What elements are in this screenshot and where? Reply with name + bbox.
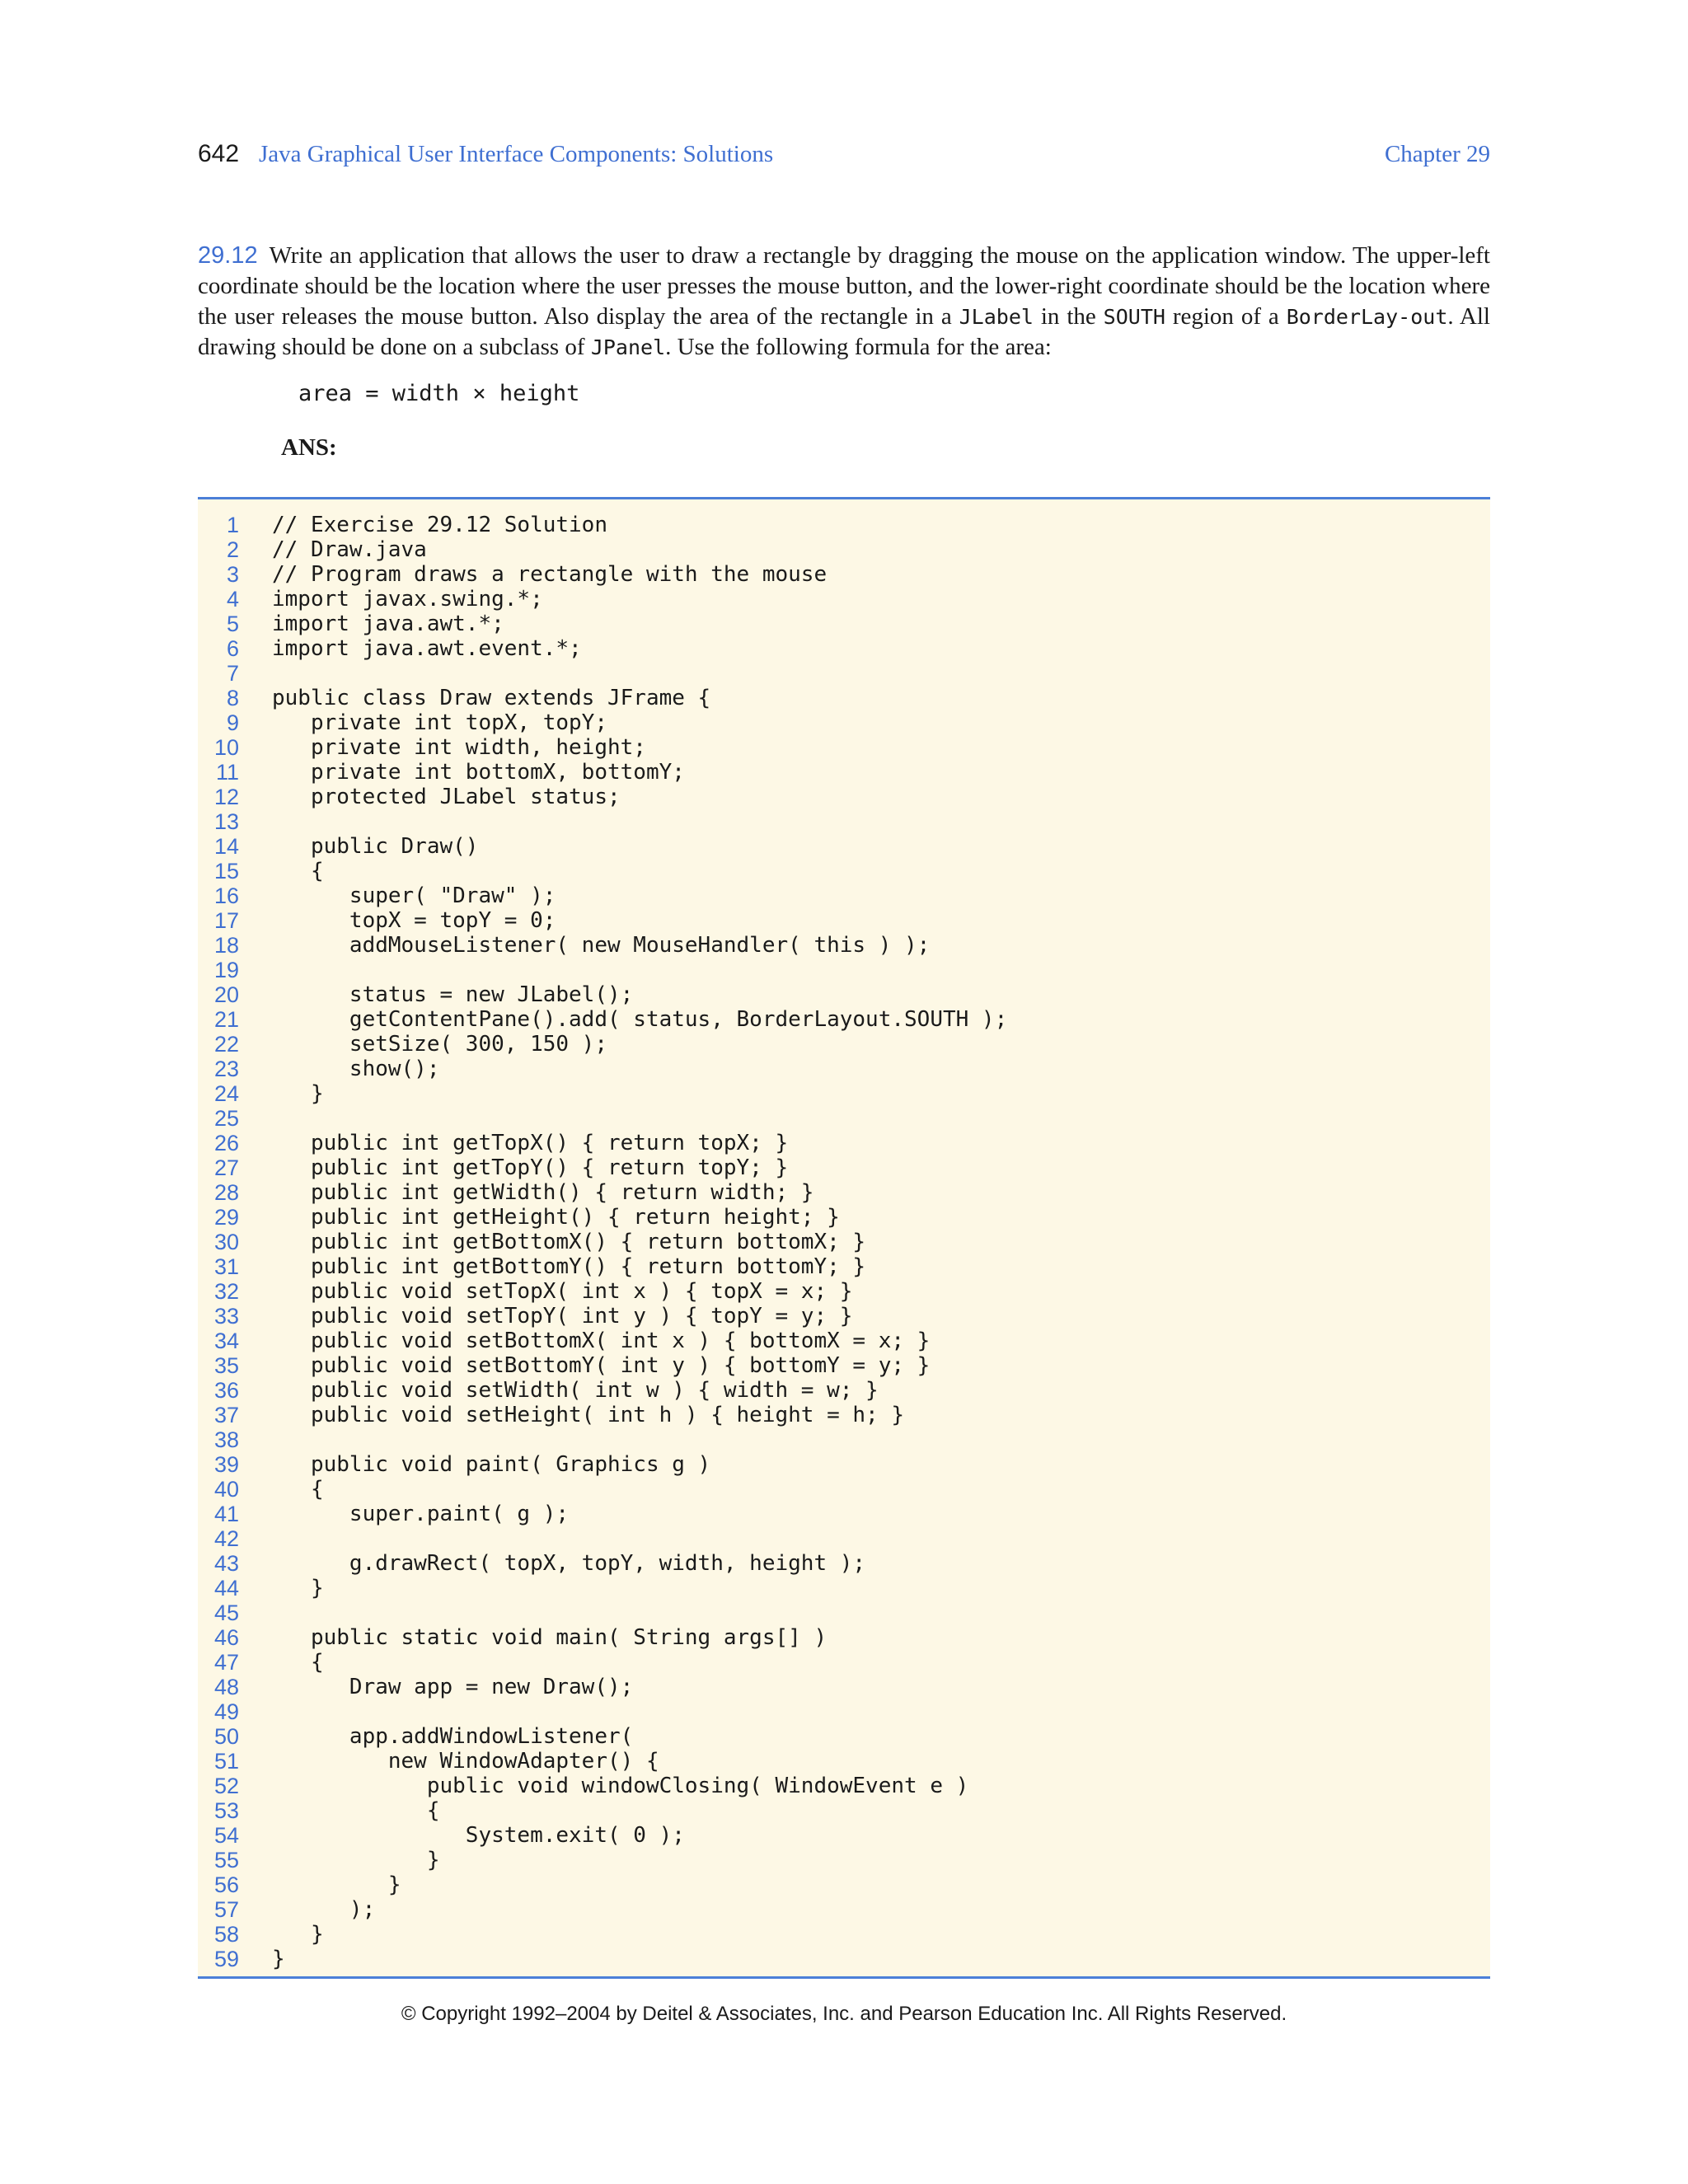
code-text: public class Draw extends JFrame {: [272, 686, 711, 710]
code-line: [198, 735, 1490, 760]
code-line: [198, 958, 1490, 982]
line-number: 58: [213, 1922, 239, 1947]
exercise-statement: [198, 241, 1490, 363]
line-number: 27: [213, 1155, 239, 1180]
line-number: 53: [213, 1798, 239, 1823]
code-line: [198, 587, 1490, 612]
exercise-text-5: . Use the following formula for the area:: [665, 334, 1052, 360]
code-line: [198, 537, 1490, 562]
line-number: 16: [213, 883, 239, 908]
code-line: [198, 1774, 1490, 1798]
code-line: [198, 1081, 1490, 1106]
code-line: [198, 1601, 1490, 1625]
code-line: [198, 933, 1490, 958]
code-text: public void setHeight( int h ) { height = h; }: [272, 1403, 905, 1427]
line-number: 34: [213, 1329, 239, 1353]
code-text: setSize( 300, 150 );: [272, 1032, 607, 1057]
code-line: [198, 1254, 1490, 1279]
line-number: 23: [213, 1057, 239, 1081]
line-number: 15: [213, 859, 239, 883]
code-line: [198, 1477, 1490, 1502]
code-text: public int getBottomY() { return bottomY; }: [272, 1254, 866, 1279]
line-number: 29: [213, 1205, 239, 1230]
answer-label: ANS:: [281, 434, 337, 461]
code-text: {: [272, 1477, 324, 1502]
code-line: [198, 1378, 1490, 1403]
line-number: 37: [213, 1403, 239, 1427]
code-line: [198, 785, 1490, 809]
line-number: 51: [213, 1749, 239, 1774]
exercise-text-4: . All drawing should be done on a subclass of: [198, 303, 1490, 360]
code-text: public int getWidth() { return width; }: [272, 1180, 814, 1205]
code-line: [198, 1353, 1490, 1378]
line-number: 6: [226, 636, 239, 661]
code-text: }: [272, 1947, 285, 1971]
code-text: Draw app = new Draw();: [272, 1675, 634, 1699]
code-line: [198, 1897, 1490, 1922]
line-number: 56: [213, 1872, 239, 1897]
code-line: [198, 1724, 1490, 1749]
code-line: [198, 1106, 1490, 1131]
code-lines-container: [198, 513, 1490, 1971]
exercise-code-jlabel: JLabel: [959, 305, 1034, 329]
code-text: public void setBottomY( int y ) { bottomY = y; }: [272, 1353, 931, 1378]
line-number: 59: [213, 1947, 239, 1971]
code-text: {: [272, 1650, 324, 1675]
line-number: 9: [226, 710, 239, 735]
code-line: [198, 1749, 1490, 1774]
code-line: [198, 513, 1490, 537]
code-line: [198, 834, 1490, 859]
code-line: [198, 1798, 1490, 1823]
exercise-code-borderlayout: BorderLay-out: [1286, 305, 1448, 329]
code-line: [198, 982, 1490, 1007]
page-number: 642: [198, 140, 240, 167]
chapter-label: Chapter 29: [1384, 141, 1490, 167]
code-text: public void setBottomX( int x ) { bottomX = x; }: [272, 1329, 931, 1353]
line-number: 45: [213, 1601, 239, 1625]
code-line: [198, 760, 1490, 785]
code-text: show();: [272, 1057, 440, 1081]
code-line: [198, 1057, 1490, 1081]
code-text: {: [272, 1798, 440, 1823]
line-number: 21: [213, 1007, 239, 1032]
code-text: app.addWindowListener(: [272, 1724, 634, 1749]
line-number: 8: [226, 686, 239, 710]
line-number: 13: [213, 809, 239, 834]
line-number: 20: [213, 982, 239, 1007]
code-text: protected JLabel status;: [272, 785, 621, 809]
code-text: }: [272, 1922, 324, 1947]
code-text: System.exit( 0 );: [272, 1823, 685, 1848]
code-text: import java.awt.*;: [272, 612, 504, 636]
line-number: 31: [213, 1254, 239, 1279]
line-number: 24: [213, 1081, 239, 1106]
line-number: 46: [213, 1625, 239, 1650]
line-number: 41: [213, 1502, 239, 1526]
line-number: 39: [213, 1452, 239, 1477]
code-line: [198, 1922, 1490, 1947]
code-line: [198, 612, 1490, 636]
line-number: 35: [213, 1353, 239, 1378]
code-text: getContentPane().add( status, BorderLayout.SOUTH );: [272, 1007, 1008, 1032]
code-line: [198, 636, 1490, 661]
code-line: [198, 1131, 1490, 1155]
line-number: 43: [213, 1551, 239, 1576]
code-text: );: [272, 1897, 376, 1922]
page-header: [198, 140, 1490, 176]
code-text: public void windowClosing( WindowEvent e ): [272, 1774, 969, 1798]
code-line: [198, 1403, 1490, 1427]
line-number: 55: [213, 1848, 239, 1872]
code-text: {: [272, 859, 324, 883]
code-line: [198, 562, 1490, 587]
line-number: 50: [213, 1724, 239, 1749]
line-number: 33: [213, 1304, 239, 1329]
code-line: [198, 1872, 1490, 1897]
line-number: 48: [213, 1675, 239, 1699]
code-text: new WindowAdapter() {: [272, 1749, 659, 1774]
code-text: public int getBottomX() { return bottomX; }: [272, 1230, 866, 1254]
code-text: public void setTopX( int x ) { topX = x; }: [272, 1279, 853, 1304]
code-text: public Draw(): [272, 834, 479, 859]
code-line: [198, 1329, 1490, 1353]
running-title: Java Graphical User Interface Components: Solutions: [259, 141, 774, 167]
code-line: [198, 1947, 1490, 1971]
code-line: [198, 1304, 1490, 1329]
line-number: 26: [213, 1131, 239, 1155]
line-number: 17: [213, 908, 239, 933]
code-line: [198, 1205, 1490, 1230]
code-line: [198, 1427, 1490, 1452]
code-text: // Program draws a rectangle with the mouse: [272, 562, 828, 587]
line-number: 40: [213, 1477, 239, 1502]
line-number: 1: [226, 513, 239, 537]
code-text: private int width, height;: [272, 735, 646, 760]
code-line: [198, 686, 1490, 710]
exercise-text-2: in the: [1033, 303, 1104, 330]
line-number: 10: [213, 735, 239, 760]
line-number: 47: [213, 1650, 239, 1675]
line-number: 18: [213, 933, 239, 958]
code-line: [198, 1279, 1490, 1304]
line-number: 12: [213, 785, 239, 809]
code-text: public void paint( Graphics g ): [272, 1452, 711, 1477]
code-text: private int topX, topY;: [272, 710, 607, 735]
code-line: [198, 1230, 1490, 1254]
code-line: [198, 1650, 1490, 1675]
code-text: }: [272, 1081, 324, 1106]
line-number: 57: [213, 1897, 239, 1922]
code-line: [198, 661, 1490, 686]
code-line: [198, 1848, 1490, 1872]
exercise-code-south: SOUTH: [1103, 305, 1165, 329]
code-text: public void setWidth( int w ) { width = w; }: [272, 1378, 879, 1403]
line-number: 38: [213, 1427, 239, 1452]
code-text: g.drawRect( topX, topY, width, height );: [272, 1551, 866, 1576]
line-number: 4: [226, 587, 239, 612]
line-number: 28: [213, 1180, 239, 1205]
code-line: [198, 809, 1490, 834]
line-number: 30: [213, 1230, 239, 1254]
code-line: [198, 1452, 1490, 1477]
code-text: status = new JLabel();: [272, 982, 634, 1007]
code-line: [198, 1551, 1490, 1576]
code-line: [198, 1576, 1490, 1601]
code-line: [198, 1502, 1490, 1526]
exercise-text-3: region of a: [1165, 303, 1287, 330]
line-number: 44: [213, 1576, 239, 1601]
line-number: 14: [213, 834, 239, 859]
line-number: 7: [226, 661, 239, 686]
code-text: }: [272, 1848, 440, 1872]
line-number: 5: [226, 612, 239, 636]
code-text: import javax.swing.*;: [272, 587, 543, 612]
code-line: [198, 1155, 1490, 1180]
code-text: public int getHeight() { return height; }: [272, 1205, 840, 1230]
exercise-code-jpanel: JPanel: [590, 335, 666, 359]
code-text: public static void main( String args[] ): [272, 1625, 828, 1650]
code-text: topX = topY = 0;: [272, 908, 556, 933]
line-number: 36: [213, 1378, 239, 1403]
code-text: super( "Draw" );: [272, 883, 556, 908]
exercise-number: 29.12: [198, 242, 258, 269]
code-text: super.paint( g );: [272, 1502, 570, 1526]
code-text: public int getTopY() { return topY; }: [272, 1155, 789, 1180]
code-text: }: [272, 1872, 401, 1897]
line-number: 19: [213, 958, 239, 982]
copyright-footer: © Copyright 1992–2004 by Deitel & Associates, Inc. and Pearson Education Inc. All Rights Reserved.: [401, 2003, 1287, 2025]
code-line: [198, 710, 1490, 735]
code-text: import java.awt.event.*;: [272, 636, 582, 661]
exercise-text-1: Write an application that allows the user to draw a rectangle by dragging the mouse on the application window. The upper-left coordinate should be the location where the user presses the mouse button, and the lower-right coordinate should be the location where the user releases the mouse button. Also display the area of the rectangle in a: [198, 242, 1490, 330]
code-line: [198, 1032, 1490, 1057]
line-number: 22: [213, 1032, 239, 1057]
code-text: addMouseListener( new MouseHandler( this ) );: [272, 933, 931, 958]
line-number: 42: [213, 1526, 239, 1551]
code-line: [198, 908, 1490, 933]
line-number: 54: [213, 1823, 239, 1848]
code-line: [198, 883, 1490, 908]
area-formula: area = width × height: [298, 381, 580, 406]
line-number: 25: [213, 1106, 239, 1131]
code-listing: [198, 497, 1490, 1979]
code-line: [198, 1526, 1490, 1551]
line-number: 49: [213, 1699, 239, 1724]
code-text: }: [272, 1576, 324, 1601]
code-line: [198, 1625, 1490, 1650]
code-line: [198, 1675, 1490, 1699]
code-text: private int bottomX, bottomY;: [272, 760, 685, 785]
code-line: [198, 1823, 1490, 1848]
code-line: [198, 1699, 1490, 1724]
code-text: // Exercise 29.12 Solution: [272, 513, 607, 537]
code-line: [198, 1007, 1490, 1032]
code-line: [198, 859, 1490, 883]
code-text: public int getTopX() { return topX; }: [272, 1131, 789, 1155]
line-number: 11: [215, 760, 239, 785]
line-number: 3: [226, 562, 239, 587]
line-number: 52: [213, 1774, 239, 1798]
line-number: 32: [213, 1279, 239, 1304]
code-text: public void setTopY( int y ) { topY = y; }: [272, 1304, 853, 1329]
code-text: // Draw.java: [272, 537, 427, 562]
line-number: 2: [226, 537, 239, 562]
code-line: [198, 1180, 1490, 1205]
